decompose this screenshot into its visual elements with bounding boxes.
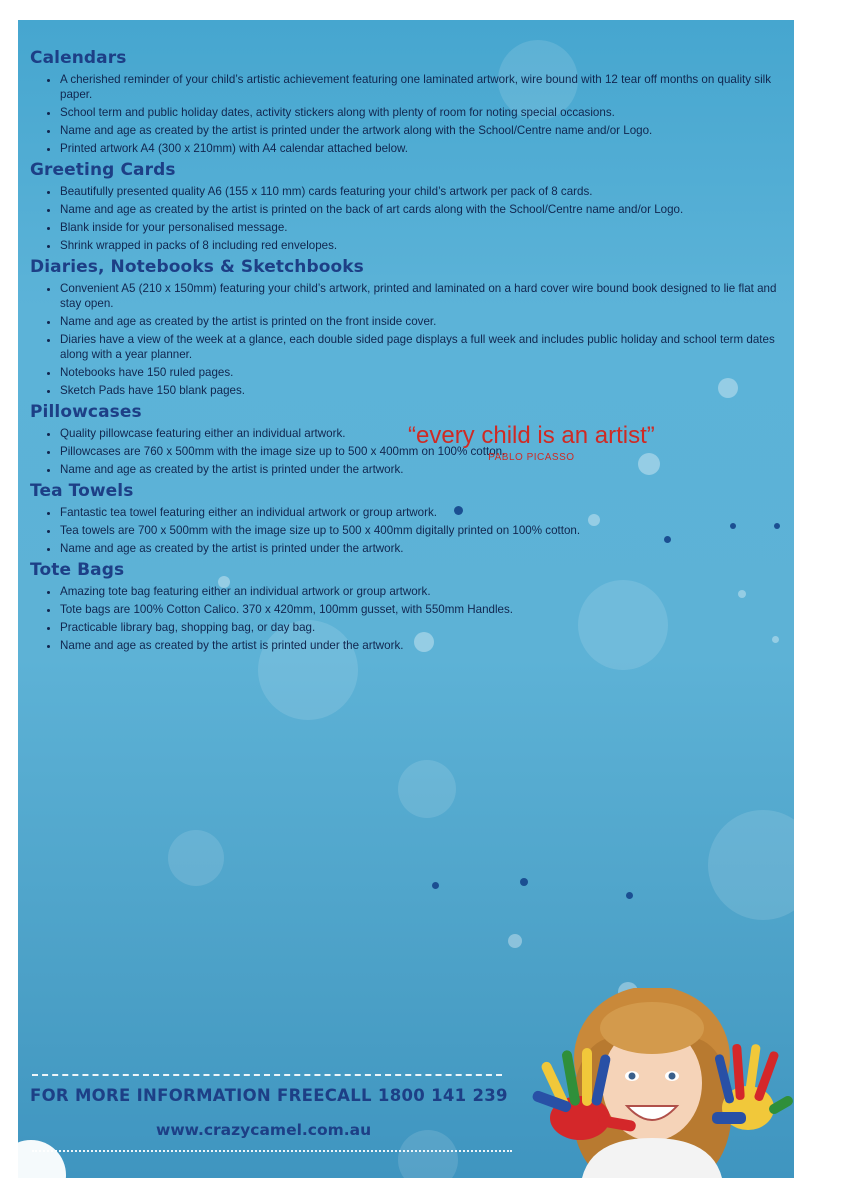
list-item: • Fantastic tea towel featuring either an individual artwork or group artwork. (60, 505, 790, 520)
list-item: • Beautifully presented quality A6 (155 x 110 mm) cards featuring your child’s artwork per pack of 8 cards. (60, 184, 790, 199)
section-heading: Calendars (30, 48, 127, 68)
list-item: • Sketch Pads have 150 blank pages. (60, 383, 790, 398)
quote-author: PABLO PICASSO (488, 452, 575, 463)
list-item: • Printed artwork A4 (300 x 210mm) with A4 calendar attached below. (60, 141, 790, 156)
product-list (30, 48, 790, 657)
website-link[interactable]: www.crazycamel.com.au (156, 1121, 372, 1139)
section-heading: Tote Bags (30, 560, 125, 580)
section-tote-bags (30, 560, 790, 653)
list-item: • Name and age as created by the artist is printed on the front inside cover. (60, 314, 790, 329)
list-item: • Blank inside for your personalised message. (60, 220, 790, 235)
list-item: • Quality pillowcase featuring either an individual artwork. (60, 426, 790, 441)
list-item: • Practicable library bag, shopping bag, or day bag. (60, 620, 790, 635)
child-painted-hands-photo (512, 988, 794, 1178)
section-heading: Diaries, Notebooks & Sketchbooks (30, 257, 364, 277)
list-item: • Convenient A5 (210 x 150mm) featuring your child’s artwork, printed and laminated on a hard cover wire bound book designed to lie flat and stay open. (60, 281, 790, 311)
list-item: • Notebooks have 150 ruled pages. (60, 365, 790, 380)
dot-decoration (626, 892, 633, 899)
section-calendars (30, 48, 790, 156)
section-diaries (30, 257, 790, 398)
list-item: • Diaries have a view of the week at a glance, each double sided page displays a full week and includes public holiday and school term dates along with a year planner. (60, 332, 790, 362)
list-item: • Tea towels are 700 x 500mm with the image size up to 500 x 400mm digitally printed on 100% cotton. (60, 523, 790, 538)
section-tea-towels (30, 481, 790, 556)
list-item: • Name and age as created by the artist is printed on the back of art cards along with the School/Centre name and/or Logo. (60, 202, 790, 217)
list-item: • Name and age as created by the artist is printed under the artwork along with the School/Centre name and/or Logo. (60, 123, 790, 138)
section-heading: Greeting Cards (30, 160, 176, 180)
bullet-list (30, 281, 790, 398)
bubble-decoration (708, 810, 794, 920)
bullet-list (30, 584, 790, 653)
bullet-list (30, 505, 790, 556)
bubble-decoration (18, 1140, 66, 1178)
dot-decoration (432, 882, 439, 889)
dot-decoration (520, 878, 528, 886)
bubble-decoration (398, 1130, 458, 1178)
quote-text: “every child is an artist” (408, 422, 655, 449)
bullet-list (30, 72, 790, 156)
section-heading: Tea Towels (30, 481, 134, 501)
picasso-quote (408, 422, 655, 463)
freecall-info: FOR MORE INFORMATION FREECALL 1800 141 239 (30, 1086, 508, 1105)
list-item: • Name and age as created by the artist is printed under the artwork. (60, 462, 790, 477)
list-item: • Pillowcases are 760 x 500mm with the image size up to 500 x 400mm on 100% cotton. (60, 444, 790, 459)
list-item: • Shrink wrapped in packs of 8 including red envelopes. (60, 238, 790, 253)
section-greeting-cards (30, 160, 790, 253)
list-item: • Amazing tote bag featuring either an individual artwork or group artwork. (60, 584, 790, 599)
divider-dashed (32, 1074, 502, 1076)
bubble-decoration (508, 934, 522, 948)
bubble-decoration (168, 830, 224, 886)
section-heading: Pillowcases (30, 402, 142, 422)
list-item: • School term and public holiday dates, activity stickers along with plenty of room for noting special occasions. (60, 105, 790, 120)
flyer-sheet (18, 20, 794, 1178)
bubble-decoration (398, 760, 456, 818)
list-item: • Tote bags are 100% Cotton Calico. 370 x 420mm, 100mm gusset, with 550mm Handles. (60, 602, 790, 617)
divider-dotted (32, 1150, 512, 1152)
list-item: • Name and age as created by the artist is printed under the artwork. (60, 541, 790, 556)
list-item: • Name and age as created by the artist is printed under the artwork. (60, 638, 790, 653)
bullet-list (30, 184, 790, 253)
list-item: • A cherished reminder of your child’s artistic achievement featuring one laminated artwork, wire bound with 12 tear off months on quality silk paper. (60, 72, 790, 102)
